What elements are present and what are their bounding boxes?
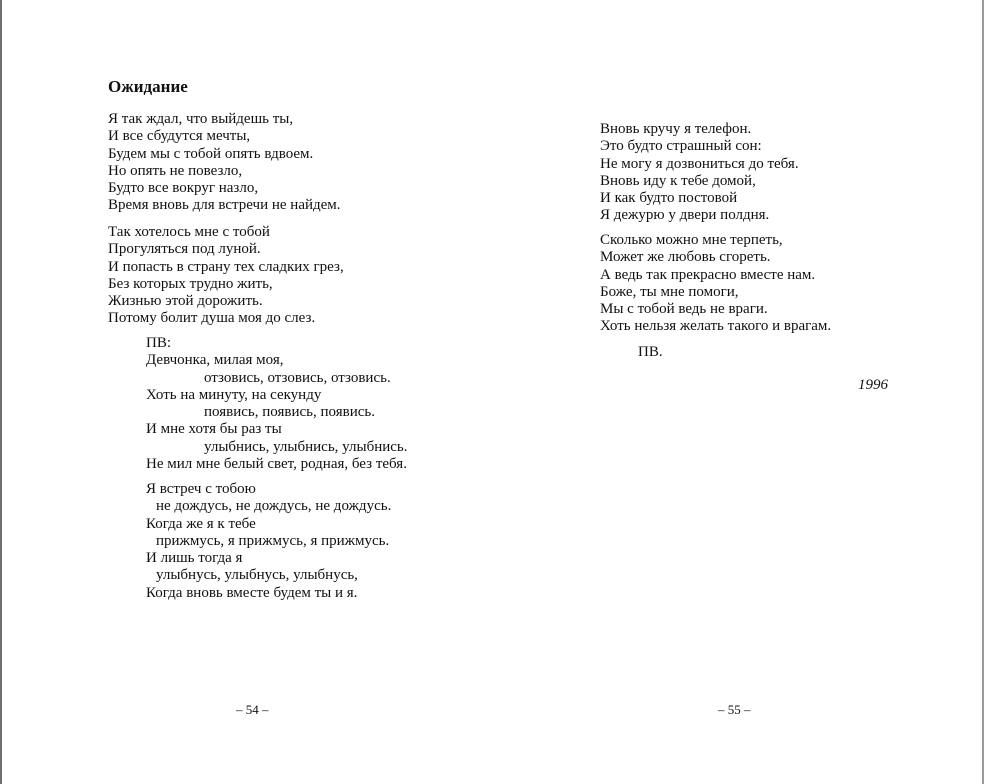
verse-line: Вновь иду к тебе домой, [600,172,756,189]
verse-line: улыбнусь, улыбнусь, улыбнусь, [156,567,358,584]
stanza-1 [108,111,341,215]
verse-line: Я встреч с тобою [146,481,256,497]
verse-line: Когда же я к тебе [146,515,256,532]
verse-line: Будто все вокруг назло, [108,180,259,197]
verse-line: Хоть нельзя желать такого и врагам. [600,318,832,335]
verse-line: Мы с тобой ведь не враги. [600,301,768,318]
verse-line: Но опять не повезло, [108,162,243,179]
verse-line: Не мил мне белый свет, родная, без тебя. [146,456,407,473]
stanza-4 [600,232,831,336]
right-page [492,0,984,784]
page-number-left: – 54 – [236,702,269,717]
page-number-right: – 55 – [718,702,751,717]
verse-line: И мне хотя бы раз ты [146,421,282,438]
verse-line: Я так ждал, что выйдешь ты, [108,111,294,127]
verse-line: И как будто постовой [600,190,738,207]
year: 1996 [858,377,888,393]
refrain-1 [146,335,408,473]
verse-line: И попасть в страну тех сладких грез, [108,258,344,275]
refrain-reference [638,344,663,361]
verse-line: Прогуляться под луной. [108,241,261,258]
verse-line: И все сбудутся мечты, [108,128,251,145]
verse-line: Когда вновь вместе будем ты и я. [146,584,358,601]
verse-line: Не могу я дозвониться до тебя. [600,155,799,172]
verse-line: Хоть на минуту, на секунду [146,386,322,403]
verse-line: Девчонка, милая моя, [146,352,284,369]
verse-line: Может же любовь сгореть. [600,249,771,266]
refrain-2 [146,481,391,602]
verse-line: улыбнись, улыбнись, улыбнись. [204,438,408,455]
stanza-3 [600,121,799,225]
verse-line: Это будто страшный сон: [600,138,762,155]
verse-line: Потому болит душа моя до слез. [108,310,316,327]
verse-line: Сколько можно мне терпеть, [600,232,783,248]
verse-line: появись, появись, появись. [204,404,375,421]
verse-line: А ведь так прекрасно вместе нам. [600,266,816,283]
verse-line: Жизнью этой дорожить. [108,293,263,310]
refrain-marker: ПВ: [146,335,172,351]
verse-line: Я дежурю у двери полдня. [600,207,770,224]
verse-line: Боже, ты мне помоги, [600,283,739,300]
verse-line: прижмусь, я прижмусь, я прижмусь. [156,532,390,549]
verse-line: Время вновь для встречи не найдем. [108,197,341,214]
verse-line: Без которых трудно жить, [108,275,273,292]
verse-line: Будем мы с тобой опять вдвоем. [108,145,314,162]
verse-line: И лишь тогда я [146,550,243,567]
verse-line: не дождусь, не дождусь, не дождусь. [156,498,392,515]
poem-title: Ожидание [108,77,188,96]
verse-line: отзовись, отзовись, отзовись. [204,369,391,386]
verse-line: Вновь кручу я телефон. [600,121,752,137]
refrain-marker: ПВ. [638,344,663,360]
verse-line: Так хотелось мне с тобой [108,224,270,240]
stanza-2 [108,224,344,328]
